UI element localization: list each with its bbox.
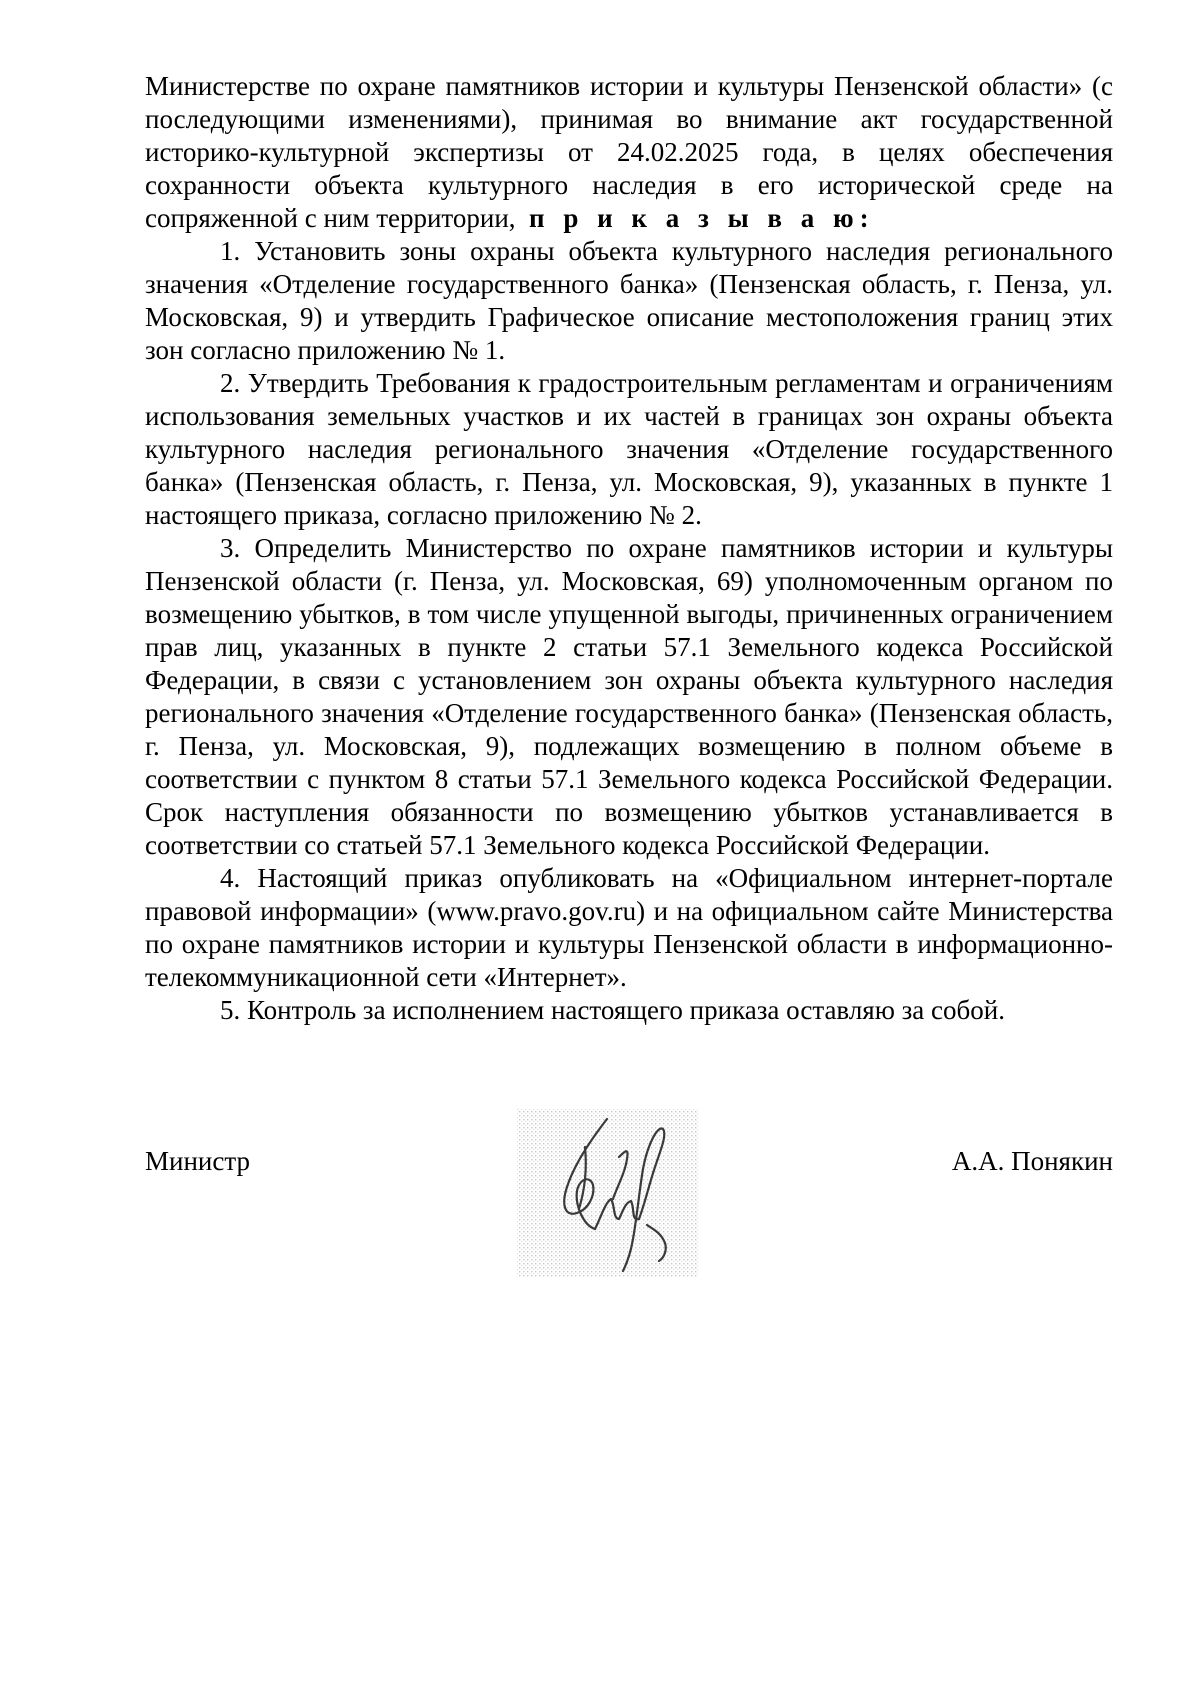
signer-title: Министр [145,1146,250,1176]
order-item-2: 2. Утвердить Требования к градостроительным регламентам и ограничениям использования земельных участков и их частей в границах зон охраны объекта культурного наследия регионального значения «Отделение государственного банка» (Пензенская область, г. Пенза, ул. Московская, 9), указанных в пункте 1 настоящего приказа, согласно приложению № 2. [145,368,1113,530]
signer-name: А.А. Понякин [951,1146,1113,1176]
order-item-5: 5. Контроль за исполнением настоящего приказа оставляю за собой. [220,995,1005,1025]
order-keyword: п р и к а з ы в а ю: [529,203,875,233]
order-item-3: 3. Определить Министерство по охране памятников истории и культуры Пензенской области (г. Пенза, ул. Московская, 69) уполномоченным органом по возмещению убытков, в том числе упущенной выгоды, причиненных ограничением прав лиц, указанных в пункте 2 статьи 57.1 Земельного кодекса Российской Федерации, в связи с установлением зон охраны объекта культурного наследия регионального значения «Отделение государственного банка» (Пензенская область, г. Пенза, ул. Московская, 9), подлежащих возмещению в полном объеме в соответствии с пунктом 8 статьи 57.1 Земельного кодекса Российской Федерации. Срок наступления обязанности по возмещению убытков устанавливается в соответствии со статьей 57.1 Земельного кодекса Российской Федерации. [145,533,1113,860]
document-body [145,70,1113,1027]
order-item-1: 1. Установить зоны охраны объекта культурного наследия регионального значения «Отделение государственного банка» (Пензенская область, г. Пенза, ул. Московская, 9) и утвердить Графическое описание местоположения границ этих зон согласно приложению № 1. [145,236,1113,365]
handwritten-signature [515,1107,700,1279]
intro-text: Министерстве по охране памятников истории и культуры Пензенской области» (с последующими изменениями), принимая во внимание акт государственной историко-культурной экспертизы от 24.02.2025 года, в целях обеспечения сохранности объекта культурного наследия в его исторической среде на сопряженной с ним территории, [145,71,1113,233]
order-item-4: 4. Настоящий приказ опубликовать на «Официальном интернет-портале правовой информации» (www.pravo.gov.ru) и на официальном сайте Министерства по охране памятников истории и культуры Пензенской области в информационно-телекоммуникационной сети «Интернет». [145,863,1113,992]
signature-block [145,1115,1113,1325]
intro-paragraph [145,70,1113,235]
